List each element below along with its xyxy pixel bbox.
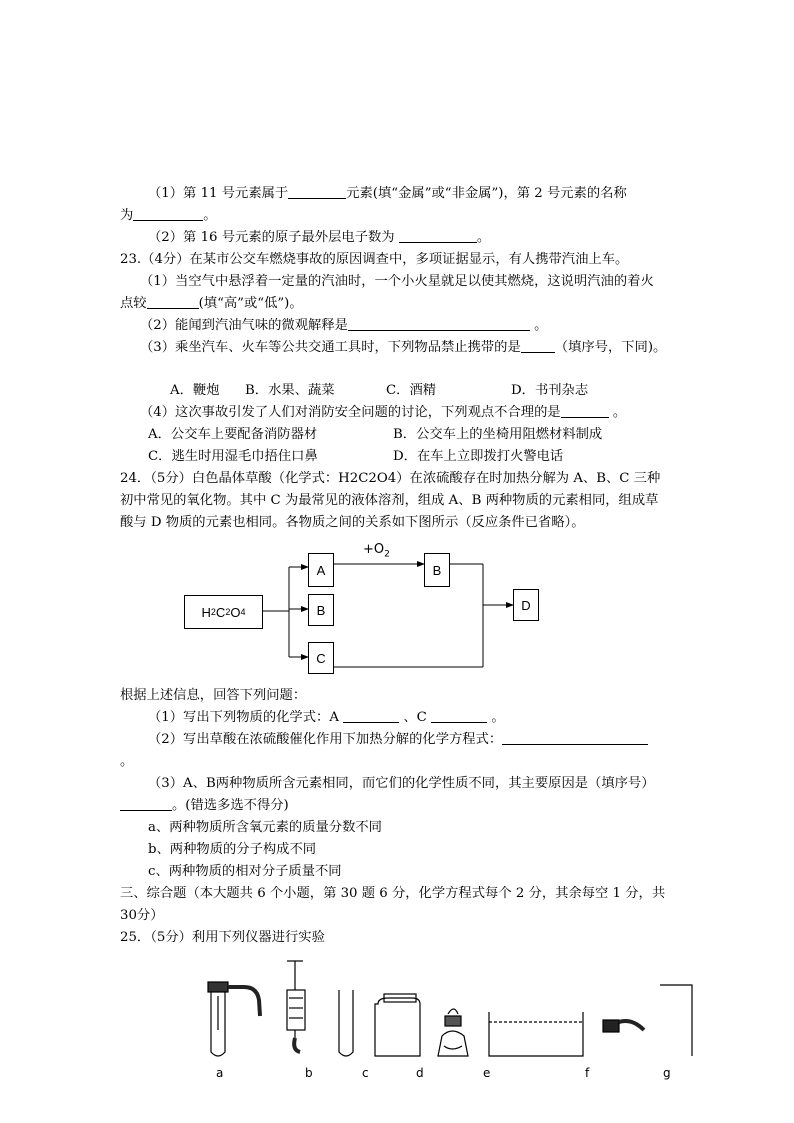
q24-intro-line3: 酸与 D 物质的元素也相同。各物质之间的关系如下图所示（反应条件已省略）。	[120, 515, 585, 530]
q23-part4-option-c[interactable]: C．逃生时用湿毛巾捂住口鼻	[148, 449, 318, 464]
q23-part3-line: （3）乘坐汽车、火车等公共交通工具时，下列物品禁止携带的是 （填序号，下同)。	[140, 340, 667, 355]
q24-part2-end: 。	[120, 754, 134, 769]
oxygen-arrow-label: $+O_2$	[363, 542, 390, 560]
q23-option-c[interactable]: C．酒精	[386, 383, 437, 398]
apparatus-b-long-neck-funnel-tube	[287, 961, 305, 1052]
apparatus-e-alcohol-lamp	[438, 1009, 468, 1056]
section3-heading-line1: 三、综合题（本大题共 6 个小题，第 30 题 6 分，化学方程式每个 2 分，其余每空 1 分，共	[120, 886, 666, 901]
apparatus-c-test-tube	[339, 990, 353, 1056]
q23-part4-option-b[interactable]: B．公交车上的坐椅用阻燃材料制成	[393, 427, 603, 442]
q23-part4-option-a[interactable]: A．公交车上要配备消防器材	[148, 427, 318, 442]
apparatus-label-d: d	[416, 1066, 424, 1080]
q24-lead: 根据上述信息，回答下列问题：	[120, 688, 307, 703]
apparatus-a-test-tube-with-delivery-tube	[208, 982, 260, 1056]
apparatus-label-b: b	[305, 1066, 313, 1080]
q23-part1-line1: （1）当空气中悬浮着一定量的汽油时，一个小火星就足以使其燃烧，这说明汽油的着火	[140, 274, 654, 289]
apparatus-label-g: g	[663, 1066, 671, 1080]
q24-part2-line: （2）写出草酸在浓硫酸催化作用下加热分解的化学方程式：	[148, 730, 648, 750]
q23-title: 23.（4分）在某市公交车燃烧事故的原因调查中，多项证据显示，有人携带汽油上车。	[120, 252, 629, 267]
apparatus-label-c: c	[362, 1066, 369, 1080]
q24-part1-line: （1）写出下列物质的化学式：A 、C 。	[148, 710, 505, 725]
apparatus-glass-rod	[660, 985, 692, 1056]
q22-part1-line2: 为 。	[120, 208, 217, 223]
apparatus-g-stopper-with-tube	[603, 1020, 644, 1032]
q23-option-a[interactable]: A．鞭炮	[170, 383, 220, 398]
q24-option-c[interactable]: c、两种物质的相对分子质量不同	[148, 864, 342, 879]
box-b-middle: B	[308, 594, 334, 626]
q23-option-b[interactable]: B．水果、蔬菜	[245, 383, 335, 398]
q22-part2-line: （2）第 16 号元素的原子最外层电子数为 。	[148, 230, 491, 245]
q23-part2-line: （2）能闻到汽油气味的微观解释是 。	[140, 318, 548, 333]
box-a: A	[308, 553, 334, 587]
q23-part4-option-d[interactable]: D．在车上立即拨打火警电话	[393, 449, 564, 464]
oxalic-acid-box: H 2 C 2 O 4	[184, 595, 263, 629]
apparatus-label-f: f	[585, 1066, 590, 1080]
q23-part4-line: （4）这次事故引发了人们对消防安全问题的讨论，下列观点不合理的是 。	[140, 405, 627, 420]
q24-intro-line2: 初中常见的氧化物。其中 C 为最常见的液体溶剂，组成 A、B 两种物质的元素相同，组成草	[120, 493, 659, 508]
q24-part3-line: （3）A、B两种物质所含元素相同，而它们的化学性质不同，其主要原因是（填序号）	[148, 776, 655, 791]
section3-heading-line2: 30分）	[120, 908, 164, 923]
q24-part3-line2: 。(错选多选不得分)	[120, 796, 289, 816]
apparatus-label-e: e	[483, 1066, 491, 1080]
q24-option-b[interactable]: b、两种物质的分子构成不同	[148, 842, 317, 857]
q22-part1-line: （1）第 11 号元素属于 元素(填“金属”或“非金属”)，第 2 号元素的名称	[148, 186, 627, 201]
q23-part1-line2: 点较 (填“高”或“低”)。	[120, 296, 303, 311]
box-c: C	[308, 642, 334, 674]
q24-intro-line1: 24．（5分）白色晶体草酸（化学式：H2C2O4）在浓硫酸存在时加热分解为 A、B、C 三种	[120, 471, 661, 486]
q23-option-d[interactable]: D．书刊杂志	[511, 383, 589, 398]
q25-title: 25．（5分）利用下列仪器进行实验	[120, 930, 325, 945]
box-d: D	[513, 589, 539, 621]
apparatus-d-gas-jar	[375, 994, 420, 1056]
q24-option-a[interactable]: a、两种物质所含氧元素的质量分数不同	[148, 820, 382, 835]
box-b-right: B	[424, 553, 450, 587]
apparatus-label-a: a	[216, 1066, 224, 1080]
apparatus-f-water-trough	[489, 1012, 583, 1056]
